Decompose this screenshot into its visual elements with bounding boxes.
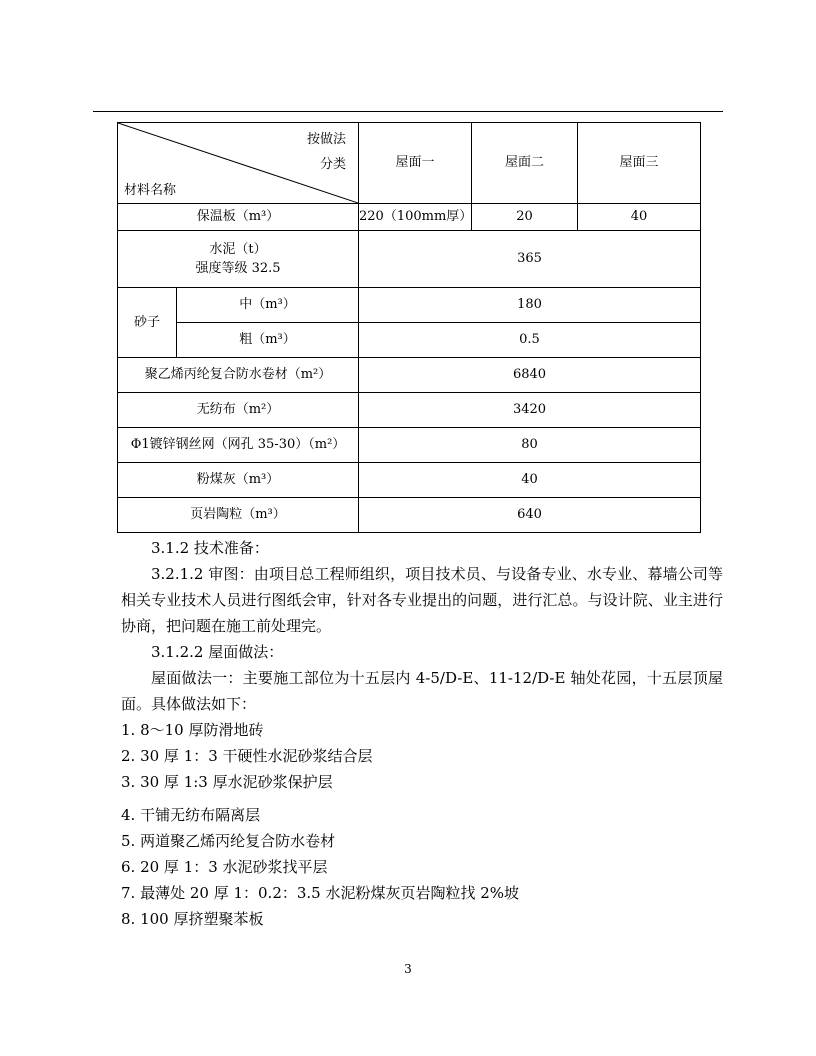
list-item: 2. 30 厚 1：3 干硬性水泥砂浆结合层 — [121, 747, 373, 765]
table-row — [118, 463, 701, 498]
header-roof-1: 屋面一 — [359, 123, 472, 204]
header-category: 分类 — [319, 157, 346, 172]
section-technical-prep: 3.1.2 技术准备： — [151, 539, 269, 557]
table-row — [118, 498, 701, 533]
nonwoven-value: 3420 — [359, 393, 701, 428]
table-row — [118, 323, 701, 358]
sand-coarse-value: 0.5 — [359, 323, 701, 358]
insulation-roof-2: 20 — [472, 204, 578, 231]
paragraph-drawing-review: 3.2.1.2 审图：由项目总工程师组织，项目技术员、与设备专业、水专业、幕墙公司等相关专业技术人员进行图纸会审，针对各专业提出的问题，进行汇总。与设计院、业主进行协商，把问题在施工前处理完。 — [121, 565, 723, 635]
cement-label-line1: 水泥（t） — [209, 241, 267, 257]
flyash-value: 40 — [359, 463, 701, 498]
list-item: 7. 最薄处 20 厚 1：0.2：3.5 水泥粉煤灰页岩陶粒找 2%坡 — [121, 884, 520, 902]
materials-table — [117, 122, 701, 533]
header-roof-3: 屋面三 — [578, 123, 701, 204]
sand-label: 砂子 — [118, 288, 177, 358]
shale-value: 640 — [359, 498, 701, 533]
header-rule — [93, 111, 723, 112]
list-item: 8. 100 厚挤塑聚苯板 — [121, 910, 264, 928]
nonwoven-label: 无纺布（m²） — [118, 393, 359, 428]
sand-medium-value: 180 — [359, 288, 701, 323]
insulation-label: 保温板（m³） — [118, 204, 359, 231]
body-text — [121, 535, 723, 932]
table-row — [118, 288, 701, 323]
cement-label — [118, 231, 359, 288]
flyash-label: 粉煤灰（m³） — [118, 463, 359, 498]
sand-coarse-label: 粗（m³） — [177, 323, 359, 358]
table-row — [118, 358, 701, 393]
header-roof-2: 屋面二 — [472, 123, 578, 204]
insulation-roof-1: 220（100mm厚） — [359, 204, 472, 231]
header-material-name: 材料名称 — [124, 183, 177, 198]
diagonal-header-cell — [118, 123, 359, 204]
sand-medium-label: 中（m³） — [177, 288, 359, 323]
shale-label: 页岩陶粒（m³） — [118, 498, 359, 533]
table-row — [118, 204, 701, 231]
mesh-value: 80 — [359, 428, 701, 463]
table-row — [118, 428, 701, 463]
header-by-method: 按做法 — [306, 132, 346, 147]
list-item: 3. 30 厚 1:3 厚水泥砂浆保护层 — [121, 773, 333, 791]
table-header-row — [118, 123, 701, 204]
list-item: 6. 20 厚 1：3 水泥砂浆找平层 — [121, 858, 328, 876]
section-roof-method: 3.1.2.2 屋面做法： — [151, 643, 284, 661]
cement-label-line2: 强度等级 32.5 — [195, 261, 281, 276]
list-item: 5. 两道聚乙烯丙纶复合防水卷材 — [121, 832, 336, 850]
insulation-roof-3: 40 — [578, 204, 701, 231]
list-item: 4. 干铺无纺布隔离层 — [121, 806, 261, 824]
membrane-label: 聚乙烯丙纶复合防水卷材（m²） — [118, 358, 359, 393]
list-item: 1. 8～10 厚防滑地砖 — [121, 721, 264, 739]
paragraph-roof-method-one: 屋面做法一：主要施工部位为十五层内 4-5/D-E、11-12/D-E 轴处花园，十五层顶屋面。具体做法如下： — [121, 669, 723, 713]
table-row — [118, 231, 701, 288]
cement-value: 365 — [359, 231, 701, 288]
page-number: 3 — [404, 962, 412, 976]
mesh-label: Φ1镀锌钢丝网（网孔 35-30）（m²） — [118, 428, 359, 463]
table-row — [118, 393, 701, 428]
membrane-value: 6840 — [359, 358, 701, 393]
